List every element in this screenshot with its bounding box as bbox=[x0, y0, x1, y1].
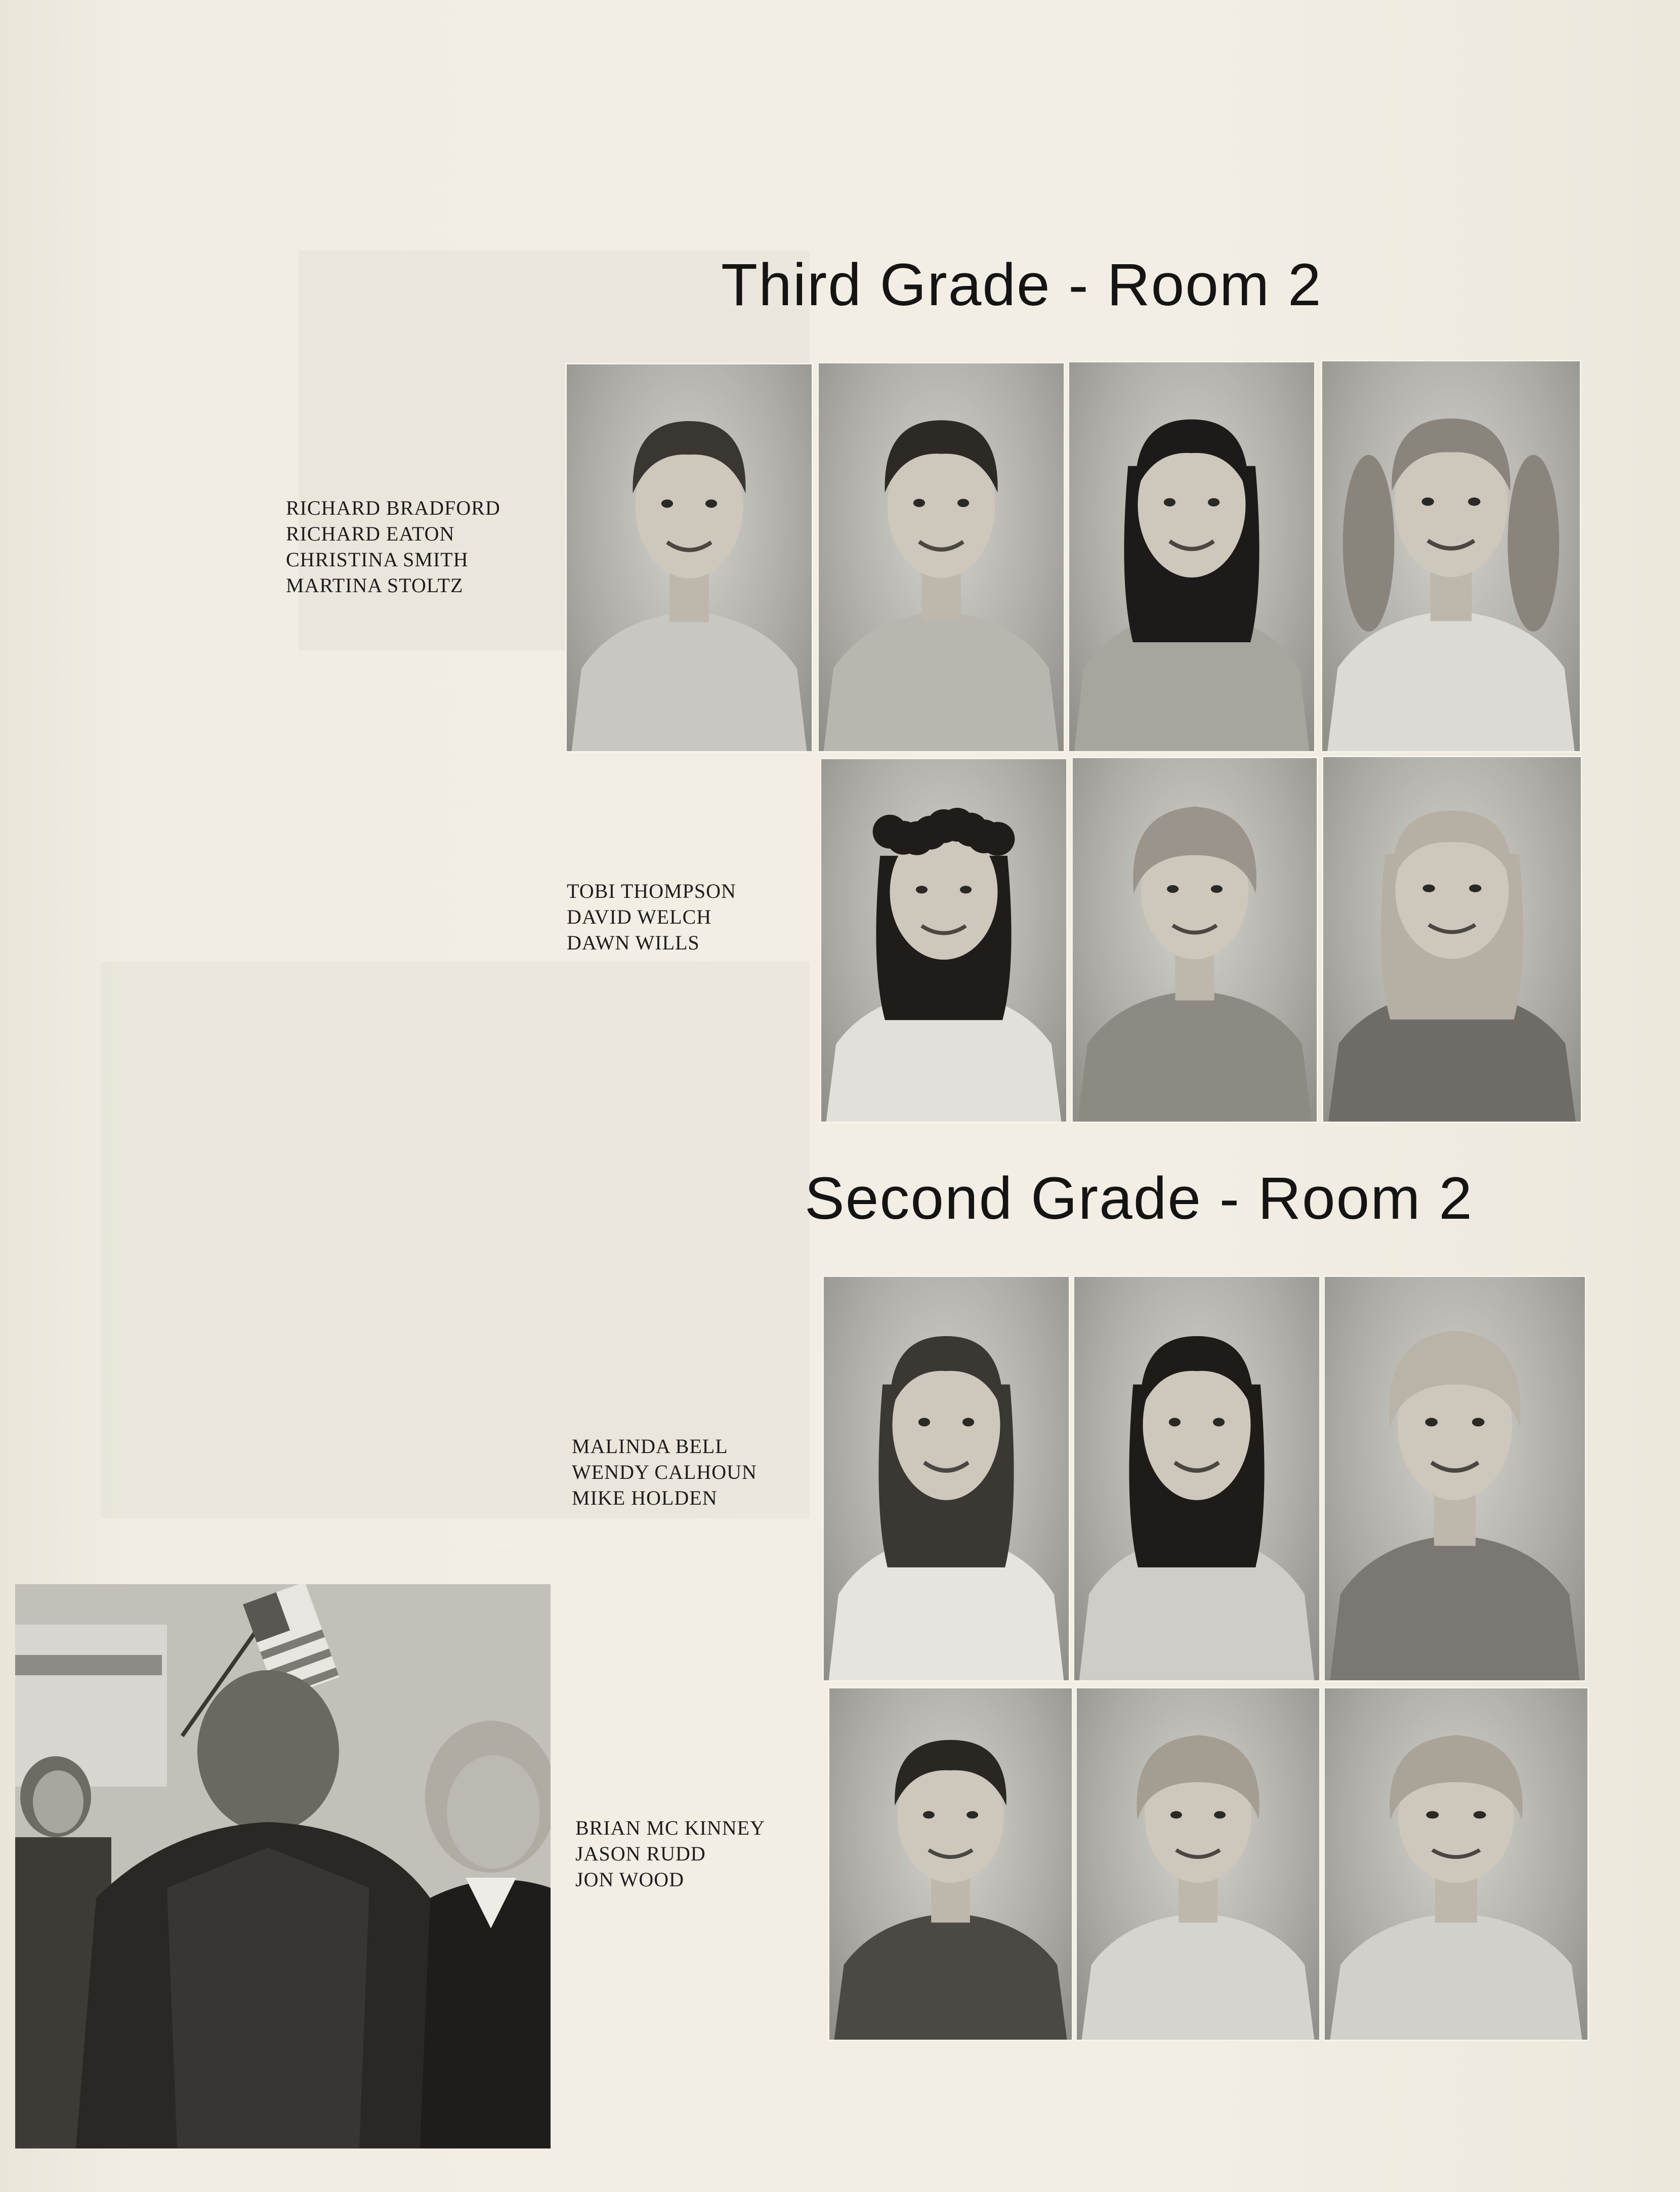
student-portrait bbox=[820, 758, 1068, 1123]
name-list-second-grade-row-2 bbox=[575, 1815, 765, 1892]
student-portrait bbox=[822, 1275, 1070, 1682]
student-portrait bbox=[1073, 1275, 1321, 1682]
student-name: JON WOOD bbox=[575, 1868, 685, 1891]
portrait-image bbox=[567, 364, 812, 751]
portrait-image bbox=[1074, 1277, 1319, 1680]
portrait-image bbox=[1322, 361, 1580, 751]
student-portrait bbox=[1323, 1687, 1589, 2041]
student-portrait bbox=[1071, 757, 1318, 1123]
student-portrait bbox=[817, 362, 1065, 753]
portrait-image bbox=[824, 1277, 1069, 1680]
section-heading-third-grade: Third Grade - Room 2 bbox=[721, 252, 1322, 318]
student-name: MALINDA BELL bbox=[572, 1435, 728, 1458]
student-name: WENDY CALHOUN bbox=[572, 1461, 757, 1483]
student-portrait bbox=[1321, 360, 1581, 753]
section-heading-second-grade: Second Grade - Room 2 bbox=[805, 1165, 1473, 1232]
student-portrait bbox=[1075, 1687, 1321, 2041]
student-name: RICHARD EATON bbox=[286, 522, 455, 545]
student-name: DAWN WILLS bbox=[567, 931, 700, 954]
student-name: BRIAN MC KINNEY bbox=[575, 1816, 765, 1839]
student-name: MARTINA STOLTZ bbox=[286, 574, 464, 597]
portrait-image bbox=[1325, 1688, 1587, 2040]
portrait-image bbox=[821, 759, 1066, 1122]
student-portrait bbox=[1322, 756, 1582, 1123]
student-portrait bbox=[1323, 1275, 1586, 1682]
portrait-image bbox=[1323, 757, 1581, 1122]
student-name: MIKE HOLDEN bbox=[572, 1486, 718, 1509]
portrait-image bbox=[1073, 758, 1317, 1122]
student-portrait bbox=[565, 363, 813, 753]
candid-photo-image bbox=[15, 1584, 551, 2148]
portrait-image bbox=[829, 1688, 1072, 2040]
candid-classroom-photo bbox=[15, 1584, 551, 2148]
student-name: JASON RUDD bbox=[575, 1842, 706, 1865]
portrait-image bbox=[1077, 1688, 1319, 2040]
portrait-image bbox=[819, 363, 1064, 751]
portrait-image bbox=[1325, 1277, 1585, 1680]
portrait-image bbox=[1069, 362, 1314, 751]
name-list-third-grade-row-1 bbox=[286, 495, 500, 598]
student-name: TOBI THOMPSON bbox=[567, 880, 736, 902]
student-portrait bbox=[828, 1687, 1073, 2041]
student-name: CHRISTINA SMITH bbox=[286, 548, 469, 571]
name-list-second-grade-row-1 bbox=[572, 1433, 757, 1511]
student-name: RICHARD BRADFORD bbox=[286, 497, 500, 519]
student-name: DAVID WELCH bbox=[567, 905, 712, 928]
name-list-third-grade-row-2 bbox=[567, 878, 736, 956]
student-portrait bbox=[1068, 361, 1316, 753]
